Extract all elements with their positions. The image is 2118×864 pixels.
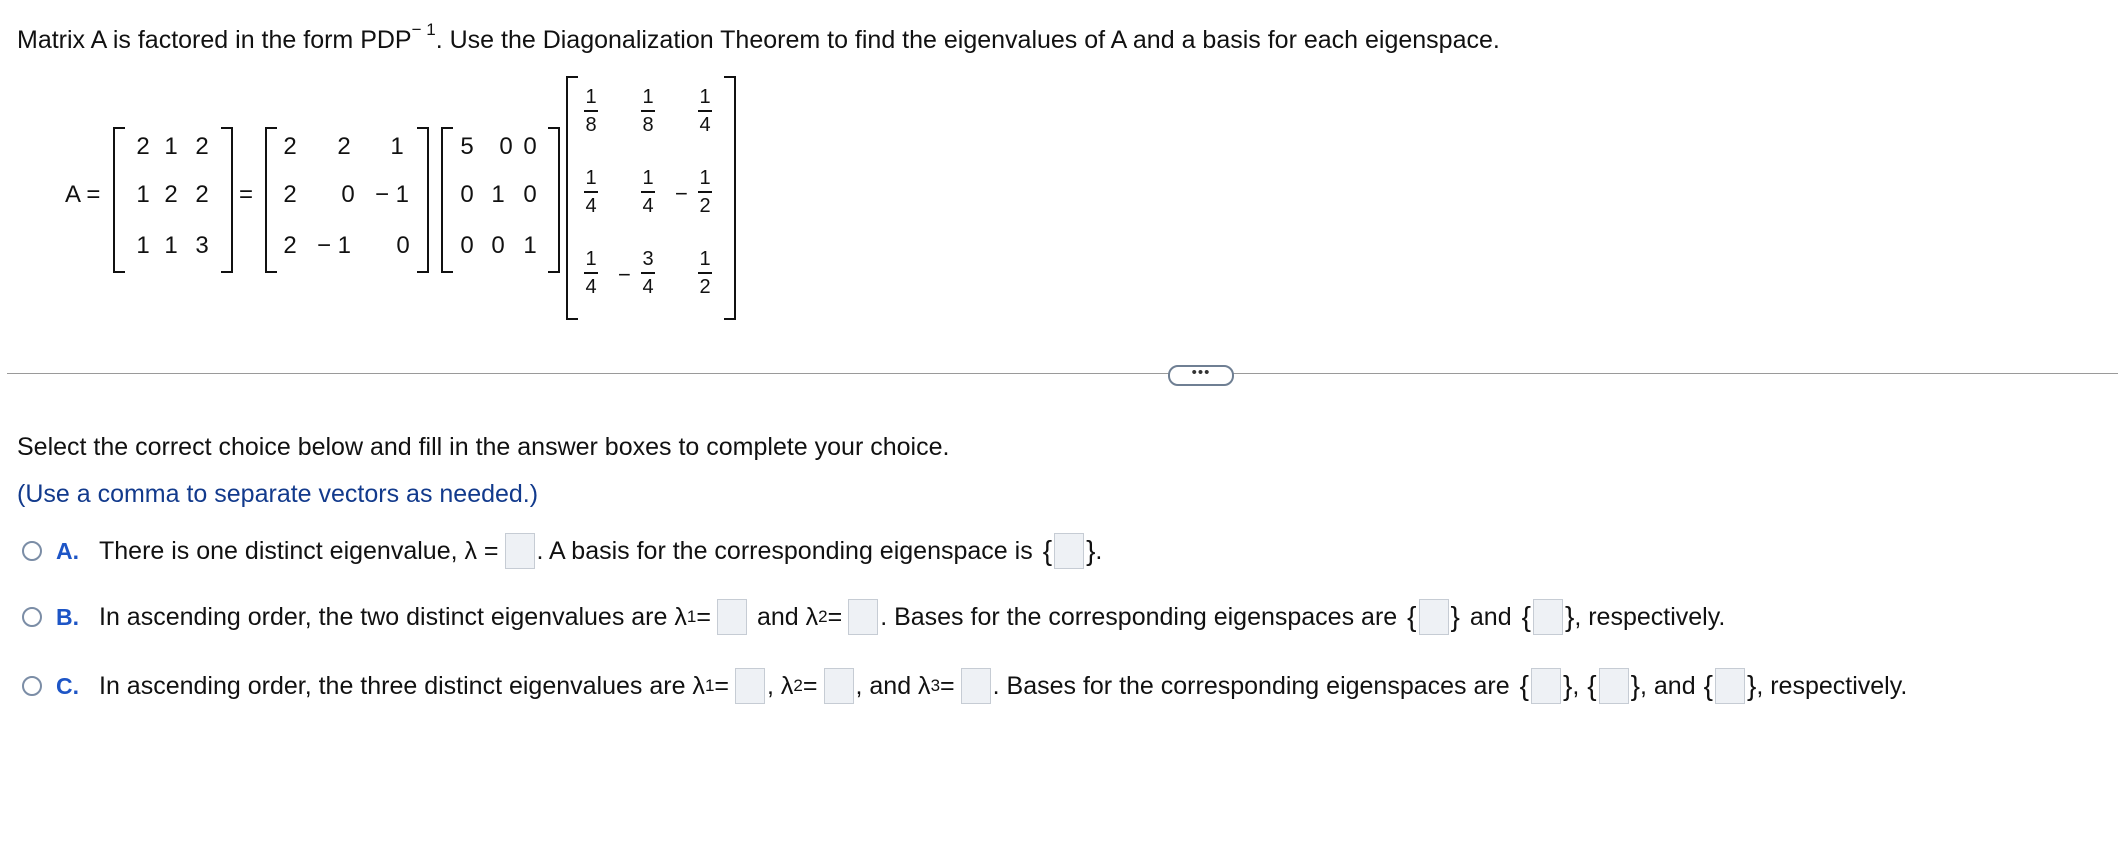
close-brace: } <box>1086 535 1096 566</box>
open-brace: { <box>1703 670 1713 701</box>
bracket-right <box>548 127 560 273</box>
subscript: 2 <box>818 607 828 626</box>
matrix-p-cell: 2 <box>337 133 351 160</box>
fraction: 3 4 <box>642 248 654 298</box>
choice-text: and λ <box>756 602 819 631</box>
close-brace: } <box>1562 670 1573 701</box>
eigenvalue-2-input[interactable] <box>824 668 854 704</box>
basis-1-input[interactable] <box>1419 599 1449 635</box>
choice-letter: A. <box>56 537 79 564</box>
open-brace: { <box>1519 670 1529 701</box>
matrix-a-cell: 2 <box>195 133 209 160</box>
basis-2-input[interactable] <box>1599 668 1629 704</box>
choice-c[interactable] <box>22 668 1907 704</box>
matrix-p-cell: 2 <box>283 232 297 259</box>
matrix-a-cell: 2 <box>195 181 209 208</box>
matrix-d-cell: 0 <box>460 232 474 259</box>
hint-text: (Use a comma to separate vectors as needed.) <box>17 480 539 508</box>
instructions-text: Select the correct choice below and fill in the answer boxes to complete your choice. <box>17 433 950 461</box>
fraction: 1 4 <box>585 248 597 298</box>
matrix-a-cell: 1 <box>164 133 178 160</box>
basis-3-input[interactable] <box>1715 668 1745 704</box>
basis-1-input[interactable] <box>1531 668 1561 704</box>
matrix-p-cell: 1 <box>390 133 404 160</box>
minus-sign: − <box>618 262 631 287</box>
section-divider <box>7 373 2118 374</box>
choice-letter: B. <box>56 603 79 630</box>
choice-text: , and λ <box>855 671 931 700</box>
open-brace: { <box>1407 601 1417 632</box>
choice-text: . Bases for the corresponding eigenspaces are <box>880 602 1398 631</box>
expand-button[interactable]: ••• <box>1168 365 1234 386</box>
minus-sign: − <box>675 181 688 206</box>
choice-text: , <box>1572 671 1580 700</box>
matrix-d-cell: 0 <box>460 181 474 208</box>
matrix-a-cell: 1 <box>136 232 150 259</box>
eigenvalue-3-input[interactable] <box>961 668 991 704</box>
matrix-d-cell: 1 <box>491 181 505 208</box>
subscript: 1 <box>686 607 697 626</box>
eigenvalue-input[interactable] <box>505 533 535 569</box>
choice-b[interactable] <box>22 599 1725 635</box>
subscript: 1 <box>704 676 715 695</box>
choice-text: = <box>827 602 843 631</box>
choice-text: , respectively. <box>1574 602 1726 631</box>
open-brace: { <box>1521 601 1531 632</box>
choice-text: . Bases for the corresponding eigenspaces are <box>992 671 1510 700</box>
matrix-a-cell: 2 <box>136 133 150 160</box>
choice-a[interactable] <box>22 533 1102 569</box>
eigenvalue-1-input[interactable] <box>735 668 765 704</box>
matrix-d-cell: 1 <box>523 232 537 259</box>
close-brace: } <box>1564 601 1575 632</box>
basis-2-input[interactable] <box>1533 599 1563 635</box>
matrix-a-cell: 1 <box>136 181 150 208</box>
choice-text: , λ <box>767 671 794 700</box>
fraction: 1 4 <box>642 167 654 217</box>
fraction: 1 8 <box>642 86 654 136</box>
choice-letter: C. <box>56 672 79 699</box>
choice-text: , respectively. <box>1756 671 1908 700</box>
equals-sign: = <box>239 181 254 208</box>
matrix-d-cell: 0 <box>523 181 537 208</box>
radio-choice-a[interactable] <box>22 541 42 561</box>
matrix-d-cell: 0 <box>523 133 537 160</box>
matrix-p-cell: 0 <box>341 181 355 208</box>
bracket-right <box>724 76 736 320</box>
close-brace: } <box>1746 670 1757 701</box>
choice-text: , and <box>1640 671 1696 700</box>
question-text: Matrix A is factored in the form $PDP^{- 1}$. Use the Diagonalization Theorem to find the eigenvalues of A and a basis for each eigenspace. <box>17 20 1500 54</box>
open-brace: { <box>1587 670 1597 701</box>
choice-text: In ascending order, the two distinct eigenvalues are λ <box>99 602 687 631</box>
fraction: 1 8 <box>585 86 597 136</box>
matrix-d-cell: 0 <box>491 232 505 259</box>
basis-input[interactable] <box>1054 533 1084 569</box>
fraction: 1 2 <box>699 248 711 298</box>
choice-text: There is one distinct eigenvalue, λ = <box>99 536 499 565</box>
choice-text: In ascending order, the three distinct eigenvalues are λ <box>99 671 705 700</box>
matrix-a-cell: 2 <box>164 181 178 208</box>
subscript: 2 <box>793 676 803 695</box>
choice-text: = <box>696 602 711 631</box>
matrix-p-cell: 2 <box>283 133 297 160</box>
choice-text: . <box>1095 536 1103 565</box>
matrix-p-cell: − 1 <box>316 232 352 259</box>
open-brace: { <box>1042 535 1053 566</box>
radio-choice-c[interactable] <box>22 676 42 696</box>
bracket-right <box>221 127 233 273</box>
inverse-exponent: − 1 <box>411 20 436 39</box>
matrix-p-cell: 0 <box>396 232 410 259</box>
eigenvalue-2-input[interactable] <box>848 599 878 635</box>
bracket-left <box>113 127 125 273</box>
matrix-p-cell: − 1 <box>374 181 410 208</box>
subscript: 3 <box>930 676 941 695</box>
choice-text: . A basis for the corresponding eigenspace is <box>536 536 1033 565</box>
fraction: 1 2 <box>699 167 711 217</box>
matrix-a-cell: 3 <box>195 232 209 259</box>
fraction: 1 4 <box>699 86 711 136</box>
close-brace: } <box>1450 601 1460 632</box>
choice-text: = <box>940 671 955 700</box>
matrix-a-cell: 1 <box>164 232 178 259</box>
radio-choice-b[interactable] <box>22 607 42 627</box>
close-brace: } <box>1630 670 1641 701</box>
choice-text: = <box>714 671 730 700</box>
matrix-d-cell: 0 <box>499 133 513 160</box>
matrix-d-cell: 5 <box>460 133 474 160</box>
eigenvalue-1-input[interactable] <box>717 599 747 635</box>
choice-text: and <box>1469 602 1512 631</box>
matrix-p-cell: 2 <box>283 181 297 208</box>
a-label: A = <box>65 181 101 208</box>
fraction: 1 4 <box>585 167 597 217</box>
choice-text: = <box>802 671 818 700</box>
